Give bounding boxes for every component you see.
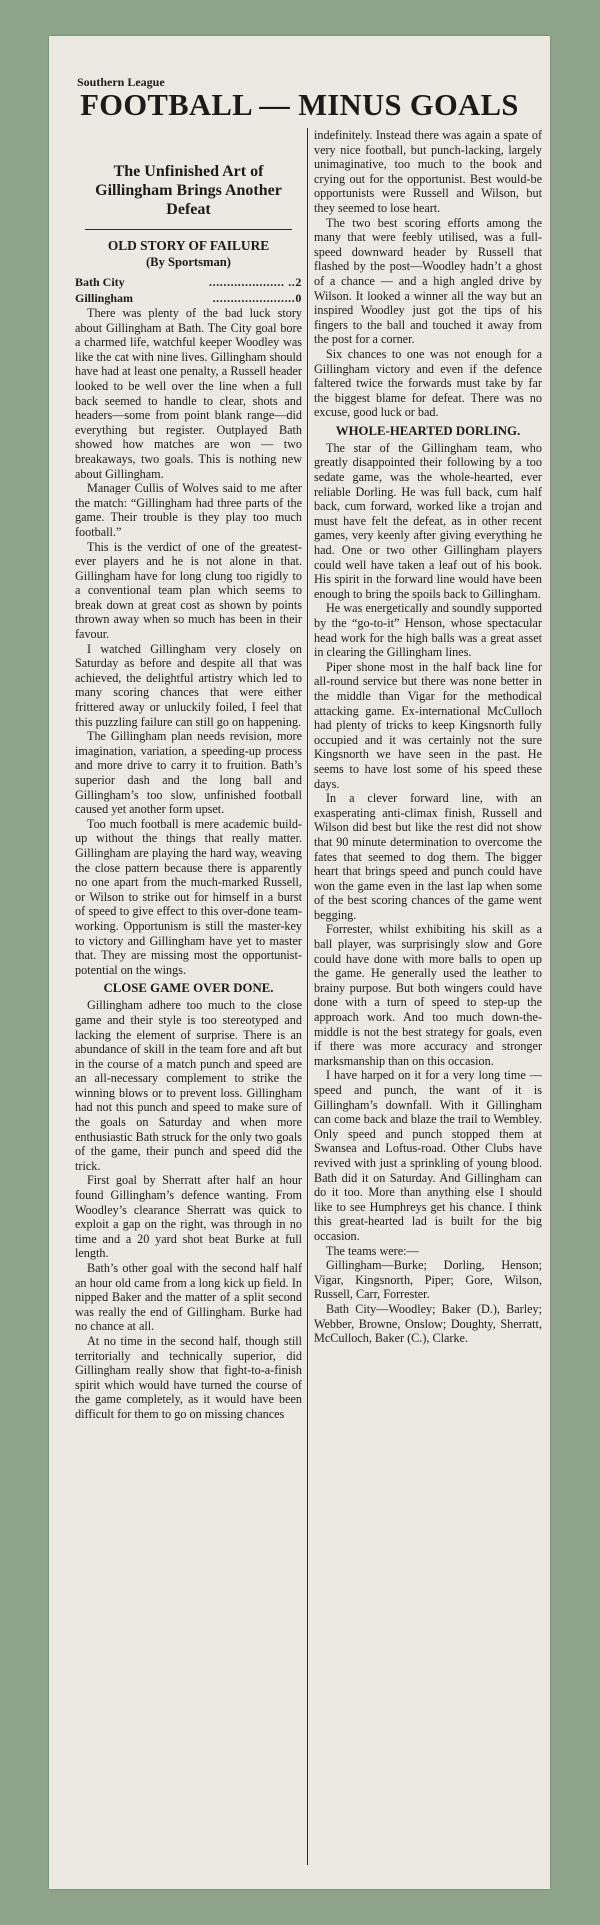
body-paragraph: I watched Gillingham very closely on Saturday as before and despite all that was achieved, the delightful artistry which led to many scoring chances that were either frittered away or unluckily foiled, I feel that this puzzling failure can still go on happening. [75, 641, 302, 729]
score-team: Gillingham [75, 291, 134, 305]
body-paragraph: Manager Cullis of Wolves said to me after the match: “Gillingham had three parts of the game. Their trouble is they play too much football.” [75, 481, 302, 539]
section-heading: WHOLE-HEARTED DORLING. [335, 423, 521, 438]
body-paragraph: At no time in the second half, though still territorially and technically superior, did Gillingham really show that fight-to-a-finish spirit which would have turned the course of the game completely, as it would have been difficult for them to go on missing chances [75, 1333, 302, 1421]
body-paragraph: The Gillingham plan needs revision, more imagination, variation, a speeding-up process and more drive to carry it to fruition. Bath’s superior dash and the long ball and Gillingham’s too slow, unfinished football caused yet another form upset. [75, 729, 302, 817]
body-paragraph: There was plenty of the bad luck story about Gillingham at Bath. The City goal bore a charmed life, watchful keeper Woodley was like the cat with nine lives. Gillingham should have had at least one penalty, a Russell header looked to be well over the line when a full back seemed to handle to clear, shots and headers—some from point blank range—did everything but register. Outplayed Bath showed how matches are won — two breakaways, two goals. This is nothing new about Gillingham. [75, 306, 302, 481]
right-column [314, 128, 542, 1871]
team-lineup: Bath City—Woodley; Baker (D.), Barley; Webber, Browne, Onslow; Doughty, Sherratt, McCulloch, Baker (C.), Clarke. [314, 1301, 542, 1346]
score-line-away [75, 290, 302, 306]
body-paragraph: Forrester, whilst exhibiting his skill as a ball player, was surprisingly slow and Gore could have done with more balls to open up the game. He generally used the leather to brainy purpose. But both wingers could have done with a turn of speed to step-up the approach work. And too much down-the-middle is not the best strategy for goals, even if there was more accuracy and stronger marksmanship than on this occasion. [314, 922, 542, 1068]
score-line-home [75, 274, 302, 290]
body-paragraph: The two best scoring efforts among the many that were feebly utilised, was a full-speed downward header by Russell that flashed by the post—Woodley hadn’t a ghost of a chance — and a high angled drive by Wilson. It looked a winner all the way but an inspired Woodley just got the tips of his fingers to the ball and touched it away from the post for a corner. [314, 215, 542, 347]
body-paragraph: He was energetically and soundly supported by the “go-to-it” Henson, whose spectacular head work for the high balls was a great asset in clearing the Gillingham lines. [314, 601, 542, 660]
body-paragraph: In a clever forward line, with an exasperating anti-climax finish, Russell and Wilson did best but like the rest did not show that 90 minute determination to overcome the fates that seemed to dog them. The bigger heart that brings speed and punch could have won the game even in the last lap when some of the best scoring chances of the game went begging. [314, 791, 542, 922]
body-paragraph: Piper shone most in the half back line for all-round service but there was none better in the middle than Vigar for the methodical attacking game. Ex-international McCulloch had plenty of tricks to keep Kingsnorth fully occupied and it was certainly not the sure Kingsnorth we have seen in the past. He seems to have lost some of his speed these days. [314, 659, 542, 791]
body-paragraph: Six chances to one was not enough for a Gillingham victory and even if the defence faltered twice the forwards must take by far the biggest blame for defeat. There was no excuse, good luck or bad. [314, 346, 542, 420]
league-label: Southern League [77, 75, 165, 89]
left-column [75, 128, 302, 1871]
story-title: OLD STORY OF FAILURE [107, 238, 270, 253]
team-lineup: Gillingham—Burke; Dorling, Henson; Vigar, Kingsnorth, Piper; Gore, Wilson, Russell, Carr, Forrester. [314, 1258, 542, 1302]
body-paragraph: This is the verdict of one of the greatest-ever players and he is not alone in that. Gillingham have for long clung too rigidly to a conventional team plan which seems to break down at great cost as shown by points thrown away when so much has been in their favour. [75, 539, 302, 642]
teams-intro: The teams were:— [326, 1243, 419, 1258]
subheadline: The Unfinished Art of Gillingham Brings Another Defeat [95, 163, 282, 218]
headline: FOOTBALL — MINUS GOALS [80, 88, 519, 122]
newspaper-clipping [49, 36, 550, 1889]
body-paragraph: I have harped on it for a very long time — speed and punch, the want of it is Gillingham’s downfall. With it Gillingham can come back and blaze the trail to Wembley. Only speed and punch stopped them at Swansea and Loftus-road. Other Clubs have revived with just a sprinkling of young blood. Bath did it on Saturday. And Gillingham can do it too. More than anything else I should like to see Humphreys get his chance. I think this great-hearted lad is built for the big occasion. [314, 1068, 542, 1243]
column-divider [307, 128, 308, 1865]
score-team: Bath City [75, 275, 125, 289]
body-paragraph: The star of the Gillingham team, who greatly disappointed their following by a too sedate game, was the whole-hearted, ever reliable Dorling. He was full back, cum half back, cum forward, worked like a trojan and must have felt the defeat, as in other recent games, very keenly after giving everything he had. One or two other Gillingham players could well have taken a leaf out of his book. His spirit in the forward line would have been enough to bring the spoils back to Gillingham. [314, 440, 542, 601]
story-divider [85, 229, 292, 230]
byline: (By Sportsman) [145, 255, 231, 269]
body-paragraph: Too much football is mere academic build-up without the things that really matter. Gillingham are playing the hard way, weaving the close pattern because there is apparently no one apart from the much-marked Russell, or Wilson to strike out for himself in a burst of speed to give effect to this over-done team-working. Opportunism is still the master-key to victory and Gillingham have yet to master that. They are missing most the opportunist-potential on the wings. [75, 816, 302, 977]
score-value: .......................0 [208, 291, 302, 305]
body-paragraph: Gillingham adhere too much to the close game and their style is too stereotyped and lacking the element of surprise. There is an abundance of skill in the team fore and aft but in the course of a match punch and speed are an all-necessary complement to strike the winning blows or to prevent loss. Gillingham had not this punch and speed to make sure of the goals on Saturday and when more enthusiastic Bath struck for the only two goals of the game, their punch and speed did the trick. [75, 998, 302, 1173]
body-paragraph: Bath’s other goal with the second half half an hour old came from a long kick up field. In nipped Baker and the matter of a split second was really the end of Gillingham. Burke had no chance at all. [75, 1261, 302, 1334]
body-paragraph: First goal by Sherratt after half an hour found Gillingham’s defence wanting. From Woodley’s clearance Sherratt was quick to exploit a gap on the right, was through in no time and a 20 yard shot beat Burke at full length. [75, 1173, 302, 1261]
body-paragraph: indefinitely. Instead there was again a spate of very nice football, but punch-lacking, largely unimaginative, too much to the book and crying out for the opportunist. Best would-be opportunists were Russell and Wilson, but they seemed to lose heart. [314, 128, 542, 215]
score-value: ..................... ..2 [205, 275, 302, 289]
section-heading: CLOSE GAME OVER DONE. [103, 981, 274, 996]
